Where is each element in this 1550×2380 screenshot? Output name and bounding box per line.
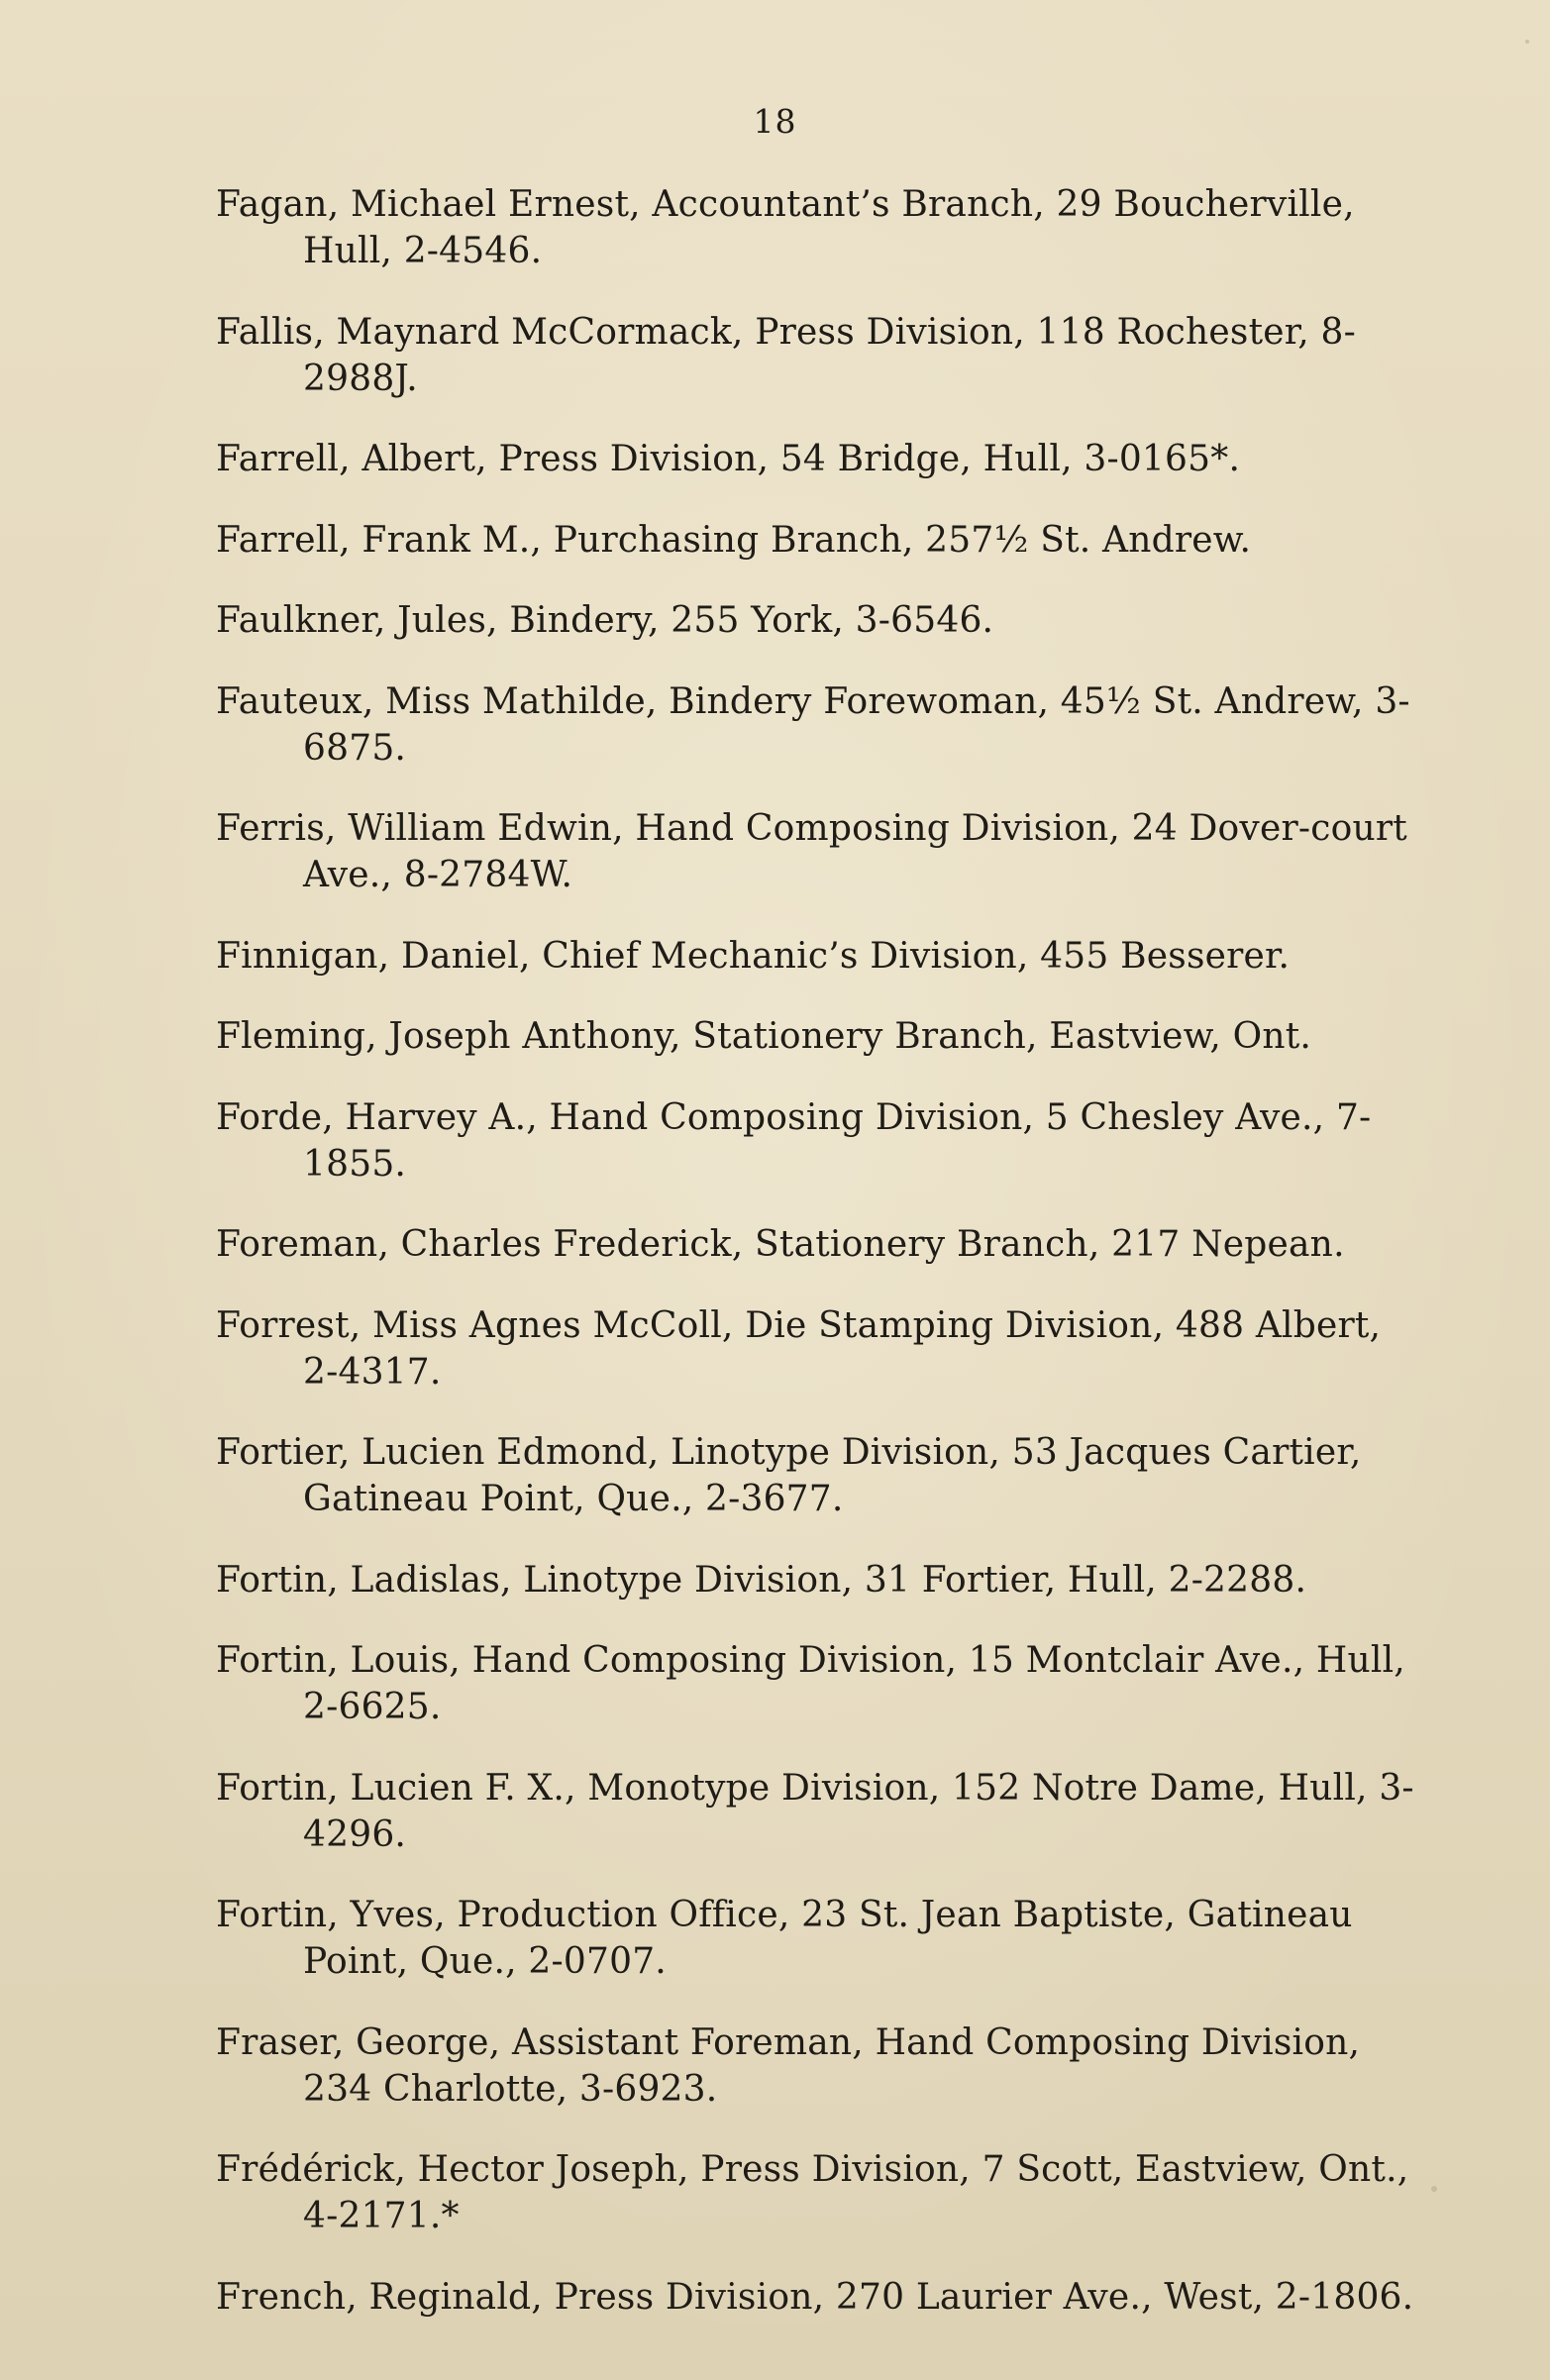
directory-entry: Forrest, Miss Agnes McColl, Die Stamping Division, 488 Albert, 2-4317.	[216, 1304, 1382, 1393]
directory-entry: Ferris, William Edwin, Hand Composing Division, 24 Dover-court Ave., 8-2784W.	[216, 808, 1407, 895]
directory-entry: Fleming, Joseph Anthony, Stationery Branch, Eastview, Ont.	[216, 1016, 1312, 1057]
directory-entry: Fortin, Yves, Production Office, 23 St. Jean Baptiste, Gatineau Point, Que., 2-0707.	[216, 1895, 1353, 1982]
directory-entry: Fallis, Maynard McCormack, Press Division, 118 Rochester, 8-2988J.	[216, 311, 1356, 399]
directory-entry: Fortier, Lucien Edmond, Linotype Division, 53 Jacques Cartier, Gatineau Point, Que., 2-3677.	[216, 1432, 1362, 1519]
directory-entry: Fortin, Lucien F. X., Monotype Division, 152 Notre Dame, Hull, 3-4296.	[216, 1767, 1414, 1855]
paper-speck	[1431, 2186, 1437, 2192]
directory-entry: Fagan, Michael Ernest, Accountant’s Branch, 29 Boucherville, Hull, 2-4546.	[216, 184, 1355, 271]
paper-speck	[1525, 40, 1529, 44]
directory-entry: Fortin, Ladislas, Linotype Division, 31 Fortier, Hull, 2-2288.	[216, 1559, 1307, 1601]
directory-entry: Forde, Harvey A., Hand Composing Division, 5 Chesley Ave., 7-1855.	[216, 1096, 1372, 1185]
directory-entry: Frédérick, Hector Joseph, Press Division, 7 Scott, Eastview, Ont., 4-2171.*	[216, 2149, 1409, 2236]
page-number: 18	[753, 102, 797, 141]
directory-entry: French, Reginald, Press Division, 270 Laurier Ave., West, 2-1806.	[216, 2276, 1414, 2318]
directory-entry: Farrell, Albert, Press Division, 54 Bridge, Hull, 3-0165*.	[216, 439, 1241, 479]
directory-entry: Fortin, Louis, Hand Composing Division, 15 Montclair Ave., Hull, 2-6625.	[216, 1640, 1405, 1727]
directory-entry: Farrell, Frank M., Purchasing Branch, 257½ St. Andrew.	[216, 519, 1252, 561]
directory-entry: Faulkner, Jules, Bindery, 255 York, 3-6546.	[216, 600, 994, 641]
directory-entry: Foreman, Charles Frederick, Stationery Branch, 217 Nepean.	[216, 1224, 1345, 1265]
directory-entry: Fauteux, Miss Mathilde, Bindery Forewoman, 45½ St. Andrew, 3-6875.	[216, 680, 1410, 769]
directory-list	[216, 181, 1414, 2354]
directory-entry: Finnigan, Daniel, Chief Mechanic’s Division, 455 Besserer.	[216, 935, 1291, 977]
directory-entry: Fraser, George, Assistant Foreman, Hand Composing Division, 234 Charlotte, 3-6923.	[216, 2021, 1361, 2110]
